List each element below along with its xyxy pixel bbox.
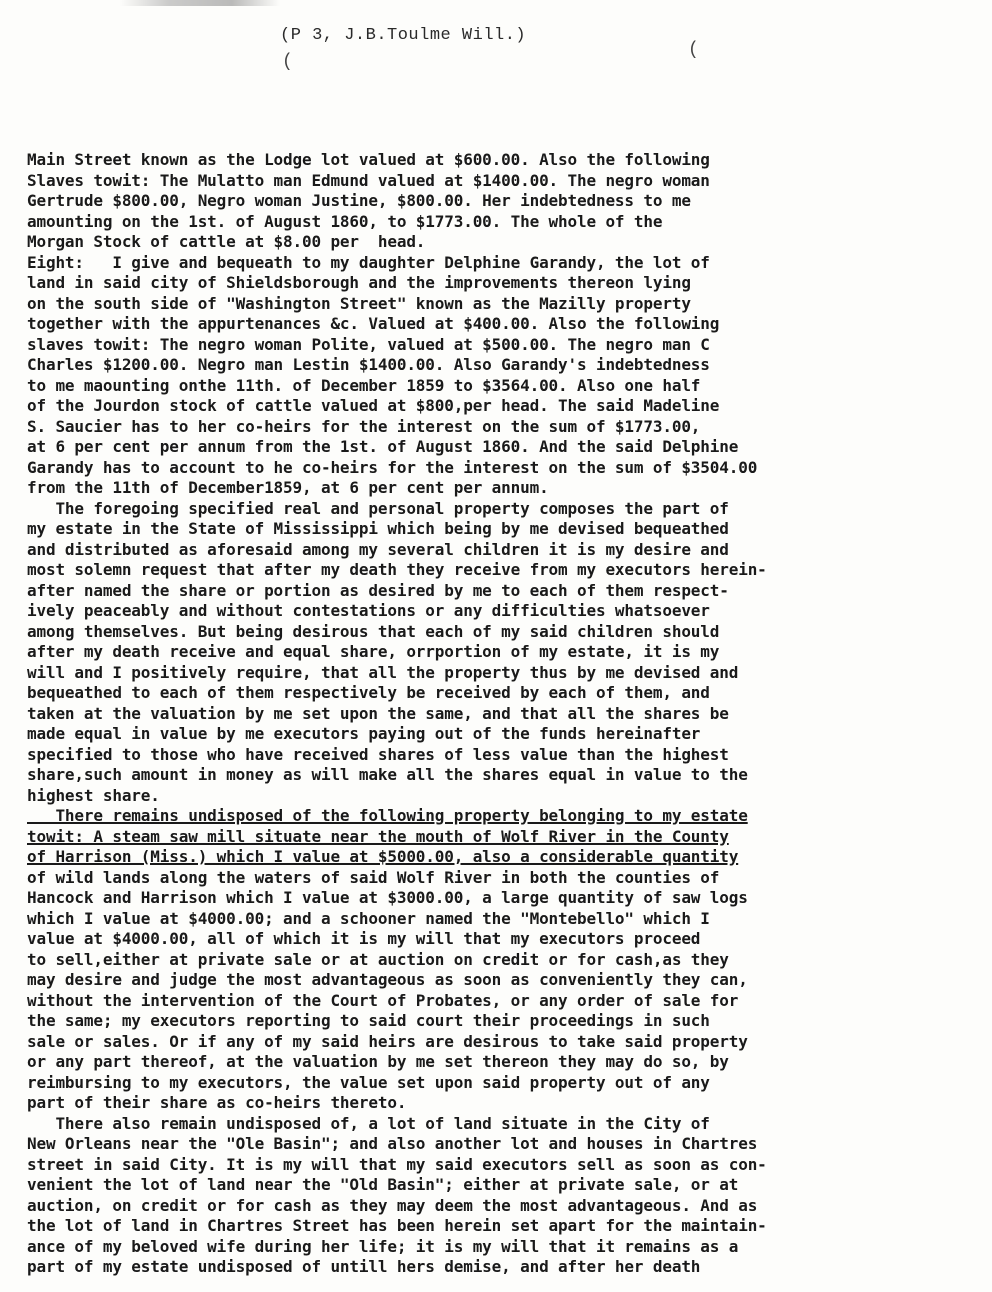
text-line: slaves towit: The negro woman Polite, valued at $500.00. The negro man C — [27, 334, 710, 354]
text-line: ively peaceably and without contestations or any difficulties whatsoever — [27, 601, 710, 620]
text-line: most solemn request that after my death they receive from my executors herein- — [27, 560, 767, 579]
text-line: Gertrude $800.00, Negro woman Justine, $800.00. Her indebtedness to me — [27, 191, 691, 210]
text-line: will and I positively require, that all the property thus by me devised and — [27, 662, 739, 682]
text-line: to sell,either at private sale or at auction on credit or for cash,as they — [27, 949, 729, 969]
text-line: Slaves towit: The Mulatto man Edmund valued at $1400.00. The negro woman — [27, 170, 710, 190]
scan-artifact — [120, 0, 280, 6]
text-line: and distributed as aforesaid among my several children it is my desire and — [27, 539, 729, 559]
text-line: bequeathed to each of them respectively be received by each of them, and — [27, 683, 710, 702]
text-line: which I value at $4000.00; and a schooner named the "Montebello" which I — [27, 908, 710, 928]
text-line: of Harrison (Miss.) which I value at $5000.00, also a considerable quantity — [27, 847, 739, 866]
text-line: share,such amount in money as will make all the shares equal in value to the — [27, 765, 748, 784]
text-line: part of my estate undisposed of untill hers demise, and after her death — [27, 1257, 701, 1276]
text-line: Hancock and Harrison which I value at $3000.00, a large quantity of saw logs — [27, 888, 748, 907]
will-text-body — [27, 150, 977, 1278]
page-header: (P 3, J.B.Toulme Will.) — [280, 26, 527, 45]
text-line: the lot of land in Chartres Street has been herein set apart for the maintain- — [27, 1216, 767, 1235]
text-line: taken at the valuation by me set upon the same, and that all the shares be — [27, 703, 729, 723]
text-line: value at $4000.00, all of which it is my will that my executors proceed — [27, 929, 701, 948]
text-line: There also remain undisposed of, a lot of land situate in the City of — [27, 1113, 710, 1133]
text-line: street in said City. It is my will that my said executors sell as soon as con- — [27, 1154, 767, 1174]
text-line: venient the lot of land near the "Old Basin"; either at private sale, or at — [27, 1175, 739, 1194]
text-line: highest share. — [27, 785, 160, 805]
text-line: reimbursing to my executors, the value set upon said property out of any — [27, 1072, 710, 1092]
text-line: on the south side of "Washington Street" known as the Mazilly property — [27, 293, 691, 313]
text-line: my estate in the State of Mississippi which being by me devised bequeathed — [27, 519, 729, 538]
text-line: of the Jourdon stock of cattle valued at $800,per head. The said Madeline — [27, 396, 720, 415]
text-line: The foregoing specified real and personal property composes the part of — [27, 498, 729, 518]
text-line: or any part thereof, at the valuation by me set thereon they may do so, by — [27, 1052, 729, 1071]
text-line: Charles $1200.00. Negro man Lestin $1400.00. Also Garandy's indebtedness — [27, 355, 710, 374]
pencil-mark: ( — [282, 52, 293, 72]
text-line: specified to those who have received shares of less value than the highest — [27, 744, 729, 764]
text-line: the same; my executors reporting to said court their proceedings in such — [27, 1011, 710, 1030]
text-line: ance of my beloved wife during her life; it is my will that it remains as a — [27, 1236, 739, 1256]
text-line: among themselves. But being desirous that each of my said children should — [27, 621, 720, 641]
text-line: sale or sales. Or if any of my said heirs are desirous to take said property — [27, 1031, 748, 1051]
text-line: without the intervention of the Court of Probates, or any order of sale for — [27, 990, 739, 1010]
text-line: Main Street known as the Lodge lot valued at $600.00. Also the following — [27, 150, 710, 169]
text-line: together with the appurtenances &c. Valued at $400.00. Also the following — [27, 314, 720, 333]
text-line: land in said city of Shieldsborough and the improvements thereon lying — [27, 273, 691, 292]
text-line: Garandy has to account to he co-heirs for the interest on the sum of $3504.00 — [27, 457, 758, 477]
text-line: auction, on credit or for cash as they may deem the most advantageous. And as — [27, 1195, 758, 1215]
text-line: to me maounting onthe 11th. of December 1859 to $3564.00. Also one half — [27, 375, 701, 395]
text-line: Eight: I give and bequeath to my daughter Delphine Garandy, the lot of — [27, 252, 710, 272]
pencil-mark: ( — [688, 40, 699, 60]
text-line: at 6 per cent per annum from the 1st. of August 1860. And the said Delphine — [27, 437, 739, 456]
text-line: made equal in value by me executors paying out of the funds hereinafter — [27, 724, 701, 743]
text-line: part of their share as co-heirs thereto. — [27, 1093, 407, 1112]
text-line: from the 11th of December1859, at 6 per cent per annum. — [27, 478, 549, 497]
text-line: may desire and judge the most advantageous as soon as conveniently they can, — [27, 970, 748, 989]
text-line: after my death receive and equal share, orrportion of my estate, it is my — [27, 642, 720, 661]
text-line: S. Saucier has to her co-heirs for the interest on the sum of $1773.00, — [27, 416, 701, 436]
text-line: of wild lands along the waters of said Wolf River in both the counties of — [27, 867, 720, 887]
text-line: Morgan Stock of cattle at $8.00 per head. — [27, 232, 426, 251]
text-line: after named the share or portion as desired by me to each of them respect- — [27, 580, 729, 600]
text-line: There remains undisposed of the following property belonging to my estate — [27, 806, 748, 825]
text-line: towit: A steam saw mill situate near the mouth of Wolf River in the County — [27, 826, 729, 846]
text-line: amounting on the 1st. of August 1860, to $1773.00. The whole of the — [27, 211, 663, 231]
text-line: New Orleans near the "Ole Basin"; and also another lot and houses in Chartres — [27, 1134, 758, 1153]
